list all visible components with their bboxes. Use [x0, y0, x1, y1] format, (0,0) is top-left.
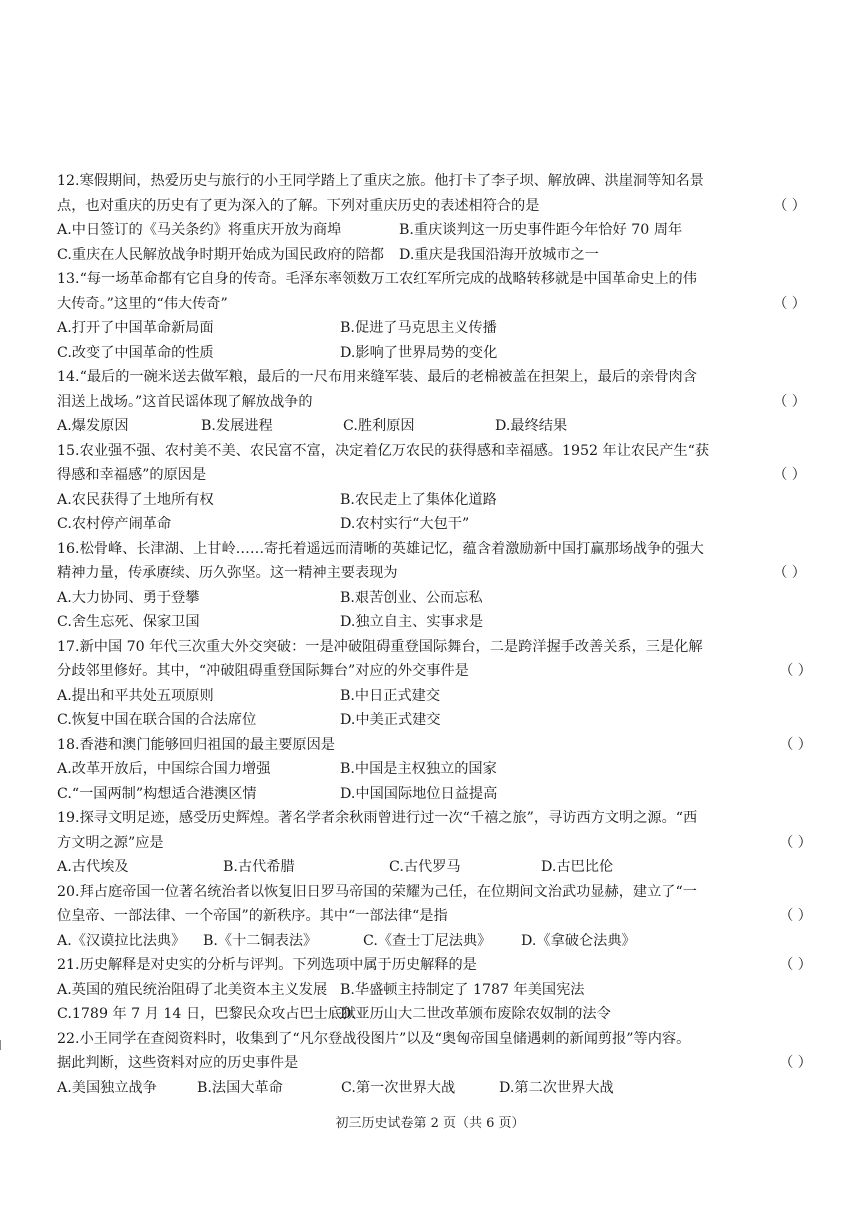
question-stem: 13.“每一场革命都有它自身的传奇。毛泽东率领数万工农红军所完成的战略转移就是中国革命史上的伟 [57, 271, 697, 287]
option-a: A.《汉谟拉比法典》 [57, 932, 186, 949]
question-19 [57, 806, 812, 880]
question-stem: 方文明之源”应是 [57, 834, 164, 851]
answer-blank: （ ） [779, 957, 812, 973]
question-stem: 16.松骨峰、长津湖、上甘岭……寄托着遥远而清晰的英雄记忆，蕴含着激励新中国打赢那场战争的强大 [57, 540, 704, 557]
question-21 [57, 953, 812, 1027]
options [57, 414, 812, 439]
option-b: B.发展进程 [201, 418, 273, 434]
option-d: D.最终结果 [495, 418, 568, 434]
question-14 [57, 365, 812, 439]
answer-blank: （ ） [779, 834, 812, 851]
option-d: D.中国国际地位日益提高 [340, 785, 498, 802]
answer-blank: （ ） [773, 393, 806, 410]
option-a: A.农民获得了土地所有权 [57, 491, 214, 508]
option-d: D.影响了世界局势的变化 [340, 344, 498, 361]
question-15 [57, 439, 812, 537]
answer-blank: （ ） [779, 663, 812, 679]
option-c: C.1789 年 7 月 14 日，巴黎民众攻占巴士底狱 [57, 1006, 357, 1022]
options [57, 218, 812, 267]
option-a: A.英国的殖民统治阻碍了北美资本主义发展 [57, 981, 328, 998]
option-a: A.改革开放后，中国综合国力增强 [57, 761, 271, 777]
option-a: A.古代埃及 [57, 859, 129, 875]
option-c: C.第一次世界大战 [341, 1079, 456, 1096]
question-16 [57, 537, 812, 635]
option-a: A.打开了中国革命新局面 [57, 320, 214, 336]
question-stem: 19.探寻文明足迹，感受历史辉煌。著名学者余秋雨曾进行过一次“千禧之旅”，寻访西方文明之源。“西 [57, 810, 698, 826]
answer-blank: （ ） [773, 565, 806, 581]
question-stem: 据此判断，这些资料对应的历史事件是 [57, 1055, 299, 1071]
answer-blank: （ ） [773, 467, 806, 483]
option-c: C.改变了中国革命的性质 [57, 344, 214, 361]
option-c: C.古代罗马 [389, 859, 461, 875]
question-13 [57, 267, 812, 365]
options [57, 586, 812, 635]
question-22 [57, 1027, 812, 1101]
question-stem: 20.拜占庭帝国一位著名统治者以恢复旧日罗马帝国的荣耀为己任，在位期间文治武功显赫，建立了“一 [57, 883, 697, 900]
options [57, 316, 812, 365]
question-stem: 22.小王同学在查阅资料时，收集到了“凡尔登战役图片”以及“奥匈帝国皇储遇刺的新闻剪报”等内容。 [57, 1030, 691, 1047]
option-b: B.农民走上了集体化道路 [340, 491, 497, 508]
question-stem: 12.寒假期间，热爱历史与旅行的小王同学踏上了重庆之旅。他打卡了李子坝、解放碑、洪崖洞等知名景 [57, 173, 704, 189]
question-stem: 得感和幸福感”的原因是 [57, 467, 207, 483]
options [57, 1076, 812, 1101]
option-d: D.亚历山大二世改革颁布废除农奴制的法令 [340, 1006, 611, 1022]
option-a: A.大力协同、勇于登攀 [57, 589, 200, 606]
options [57, 757, 812, 806]
question-stem: 14.“最后的一碗米送去做军粮，最后的一尺布用来缝军装、最后的老棉被盖在担架上，最后的亲骨肉含 [57, 369, 697, 385]
answer-blank: （ ） [773, 197, 806, 214]
option-c: C.恢复中国在联合国的合法席位 [57, 712, 257, 728]
option-b: B.法国大革命 [197, 1079, 283, 1096]
option-c: C.舍生忘死、保家卫国 [57, 614, 200, 630]
question-17 [57, 635, 812, 733]
answer-blank: （ ） [773, 295, 806, 312]
question-18 [57, 733, 812, 807]
question-stem: 位皇帝、一部法律、一个帝国”的新秩序。其中“一部法律“是指 [57, 908, 448, 924]
option-d: D.第二次世界大战 [499, 1079, 614, 1096]
option-a: A.美国独立战争 [57, 1079, 157, 1096]
margin-mark [0, 1040, 3, 1050]
option-d: D.古巴比伦 [541, 859, 614, 875]
option-d: D.重庆是我国沿海开放城市之一 [399, 246, 599, 263]
question-stem: 15.农业强不强、农村美不美、农民富不富，决定着亿万农民的获得感和幸福感。1952 年让农民产生“获 [57, 442, 710, 459]
options [57, 488, 812, 537]
answer-blank: （ ） [779, 1055, 812, 1071]
option-b: B.促进了马克思主义传播 [340, 320, 497, 336]
options [57, 684, 812, 733]
options [57, 855, 812, 880]
option-a: A.爆发原因 [57, 418, 129, 434]
option-d: D.农村实行“大包干” [340, 516, 470, 532]
option-b: B.《十二铜表法》 [203, 932, 318, 949]
option-b: B.古代希腊 [223, 859, 295, 875]
option-a: A.提出和平共处五项原则 [57, 687, 214, 704]
option-b: B.重庆谈判这一历史事件距今年恰好 70 周年 [399, 222, 683, 238]
question-list [57, 169, 812, 1100]
option-c: C.重庆在人民解放战争时期开始成为国民政府的陪都 [57, 246, 384, 263]
option-c: C.农村停产闹革命 [57, 516, 172, 532]
page-footer: 初三历史试卷第 2 页（共 6 页） [335, 1116, 525, 1131]
question-stem: 点，也对重庆的历史有了更为深入的了解。下列对重庆历史的表述相符合的是 [57, 197, 540, 214]
option-d: D.中美正式建交 [340, 712, 441, 728]
option-d: D.《拿破仑法典》 [521, 932, 636, 949]
option-b: B.华盛顿主持制定了 1787 年美国宪法 [340, 981, 585, 998]
option-b: B.艰苦创业、公而忘私 [340, 589, 483, 606]
question-stem: 21.历史解释是对史实的分析与评判。下列选项中属于历史解释的是 [57, 957, 477, 973]
option-b: B.中国是主权独立的国家 [340, 761, 497, 777]
option-c: C.“一国两制”构想适合港澳区情 [57, 785, 257, 802]
question-12 [57, 169, 812, 267]
answer-blank: （ ） [779, 736, 812, 753]
question-stem: 精神力量，传承赓续、历久弥坚。这一精神主要表现为 [57, 565, 398, 581]
option-a: A.中日签订的《马关条约》将重庆开放为商埠 [57, 222, 342, 238]
option-d: D.独立自主、实事求是 [340, 614, 484, 630]
option-c: C.胜利原因 [343, 418, 415, 434]
options [57, 929, 812, 954]
options [57, 978, 812, 1027]
question-stem: 大传奇。”这里的“伟大传奇” [57, 295, 228, 312]
answer-blank: （ ） [779, 908, 812, 924]
question-stem: 18.香港和澳门能够回归祖国的最主要原因是 [57, 736, 335, 753]
question-stem: 17.新中国 70 年代三次重大外交突破：一是冲破阻碍重登国际舞台，二是跨洋握手改善关系，三是化解 [57, 638, 703, 655]
option-c: C.《查士丁尼法典》 [363, 932, 492, 949]
question-20 [57, 880, 812, 954]
question-stem: 泪送上战场。”这首民谣体现了解放战争的 [57, 393, 313, 410]
question-stem: 分歧邻里修好。其中，“冲破阻碍重登国际舞台”对应的外交事件是 [57, 663, 469, 679]
option-b: B.中日正式建交 [340, 687, 441, 704]
